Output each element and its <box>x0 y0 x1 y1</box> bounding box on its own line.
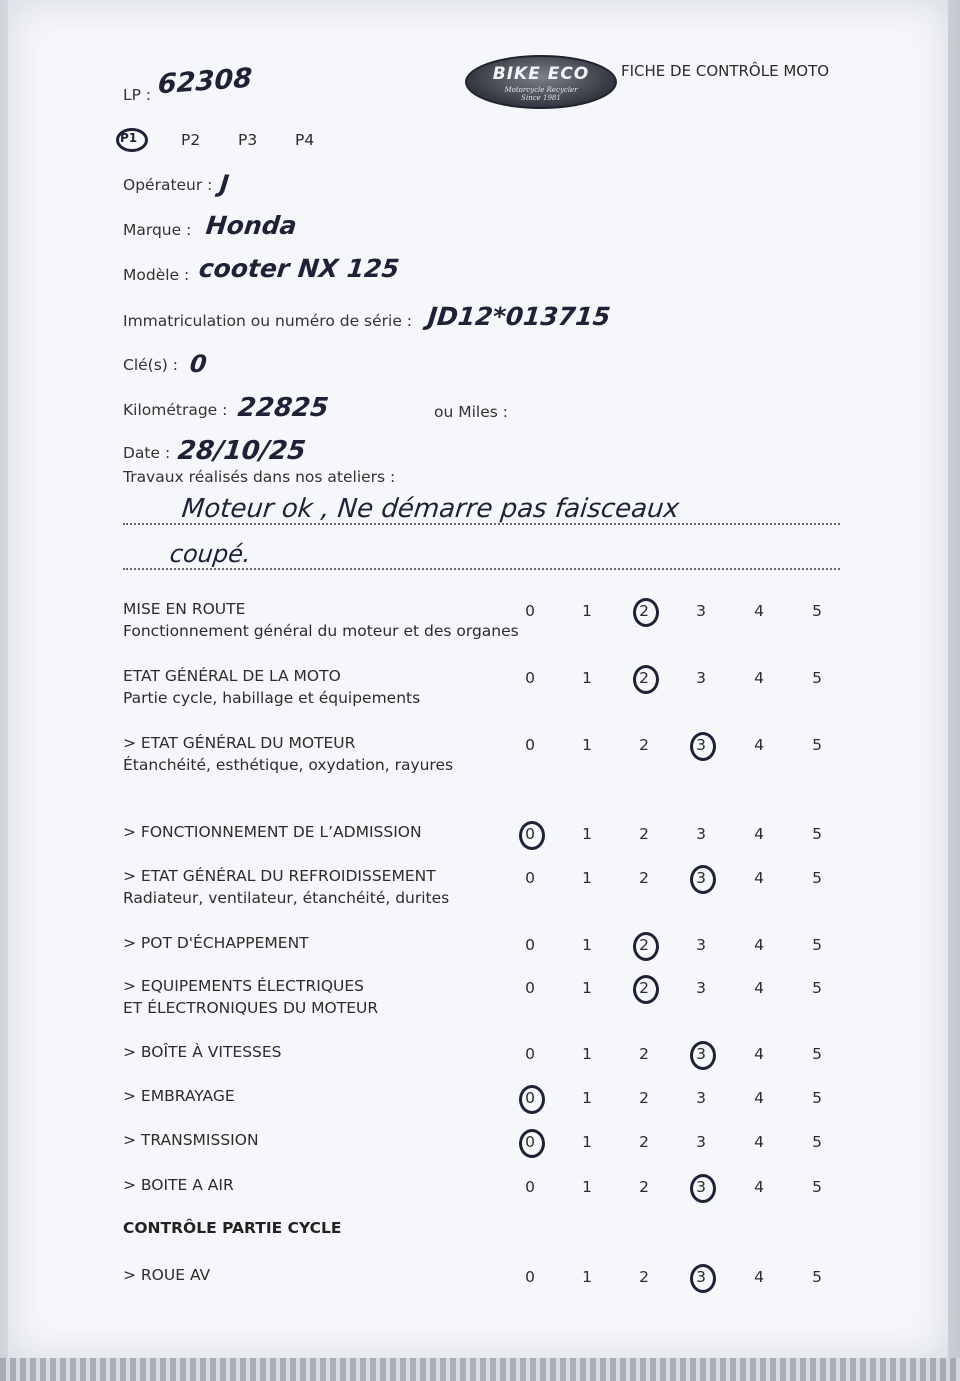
row-subtitle-2: Étanchéité, esthétique, oxydation, rayures <box>123 756 454 774</box>
row-9-score-2: 2 <box>639 1133 649 1151</box>
lp-label: LP : <box>123 86 152 104</box>
cycle-row-0-score-4: 4 <box>754 1268 764 1286</box>
row-1-score-1: 1 <box>582 669 592 687</box>
row-6-score-3: 3 <box>696 979 706 997</box>
cycle-row-0-score-3: 3 <box>686 1268 716 1286</box>
miles-label: ou Miles : <box>434 403 508 421</box>
row-2-score-0: 0 <box>525 736 535 754</box>
row-0-score-3: 3 <box>696 602 706 620</box>
row-title-9: > TRANSMISSION <box>123 1131 259 1149</box>
row-9-score-0: 0 <box>515 1133 545 1151</box>
row-10-score-1: 1 <box>582 1178 592 1196</box>
row-3-score-1: 1 <box>582 825 592 843</box>
row-8-score-2: 2 <box>639 1089 649 1107</box>
row-9-score-4: 4 <box>754 1133 764 1151</box>
row-10-score-0: 0 <box>525 1178 535 1196</box>
row-title-4: > ETAT GÉNÉRAL DU REFROIDISSEMENT <box>123 867 436 885</box>
row-1-score-2: 2 <box>629 669 659 687</box>
cycle-row-0-score-1: 1 <box>582 1268 592 1286</box>
row-7-score-1: 1 <box>582 1045 592 1063</box>
travaux-line-2: coupé. <box>168 540 253 568</box>
row-3-score-0: 0 <box>515 825 545 843</box>
cles-value: 0 <box>188 350 209 378</box>
row-8-score-4: 4 <box>754 1089 764 1107</box>
row-5-score-4: 4 <box>754 936 764 954</box>
row-title-6: > EQUIPEMENTS ÉLECTRIQUES <box>123 977 364 995</box>
row-4-score-4: 4 <box>754 869 764 887</box>
row-4-score-3: 3 <box>686 869 716 887</box>
row-6-score-5: 5 <box>812 979 822 997</box>
row-5-score-0: 0 <box>525 936 535 954</box>
row-subtitle-4: Radiateur, ventilateur, étanchéité, durites <box>123 889 450 907</box>
row-4-score-1: 1 <box>582 869 592 887</box>
row-7-score-5: 5 <box>812 1045 822 1063</box>
row-0-score-5: 5 <box>812 602 822 620</box>
bike-eco-logo <box>465 55 617 109</box>
row-5-score-1: 1 <box>582 936 592 954</box>
operateur-label: Opérateur : <box>123 176 213 194</box>
row-1-score-4: 4 <box>754 669 764 687</box>
cycle-section-title: CONTRÔLE PARTIE CYCLE <box>123 1219 342 1237</box>
immat-label: Immatriculation ou numéro de série : <box>123 312 413 330</box>
cycle-row-0-score-2: 2 <box>639 1268 649 1286</box>
row-title-1: ETAT GÉNÉRAL DE LA MOTO <box>123 667 341 685</box>
immat-value: JD12*013715 <box>426 302 612 331</box>
row-0-score-2: 2 <box>629 602 659 620</box>
travaux-dotted-line-2 <box>123 568 840 570</box>
row-title-0: MISE EN ROUTE <box>123 600 246 618</box>
row-title-5: > POT D'ÉCHAPPEMENT <box>123 934 309 952</box>
sheet-title: FICHE DE CONTRÔLE MOTO <box>621 62 830 80</box>
row-title-8: > EMBRAYAGE <box>123 1087 235 1105</box>
row-subtitle-1: Partie cycle, habillage et équipements <box>123 689 421 707</box>
row-2-score-2: 2 <box>639 736 649 754</box>
modele-value: cooter NX 125 <box>197 254 401 283</box>
logo-subtitle: Motorcycle Recycler <box>504 86 578 94</box>
row-6-score-0: 0 <box>525 979 535 997</box>
row-7-score-3: 3 <box>686 1045 716 1063</box>
row-subtitle-0: Fonctionnement général du moteur et des organes <box>123 622 519 640</box>
row-title-3: > FONCTIONNEMENT DE L’ADMISSION <box>123 823 422 841</box>
travaux-dotted-line-1 <box>123 523 840 525</box>
row-8-score-0: 0 <box>515 1089 545 1107</box>
row-2-score-1: 1 <box>582 736 592 754</box>
lp-value: 62308 <box>157 62 253 101</box>
row-5-score-3: 3 <box>696 936 706 954</box>
row-8-score-5: 5 <box>812 1089 822 1107</box>
cles-label: Clé(s) : <box>123 356 178 374</box>
row-9-score-3: 3 <box>696 1133 706 1151</box>
position-p2: P2 <box>181 131 201 149</box>
date-value: 28/10/25 <box>176 436 308 466</box>
logo-since: Since 1981 <box>521 94 561 102</box>
cycle-row-0-score-0: 0 <box>525 1268 535 1286</box>
row-title-10: > BOITE A AIR <box>123 1176 234 1194</box>
row-7-score-4: 4 <box>754 1045 764 1063</box>
row-title-2: > ETAT GÉNÉRAL DU MOTEUR <box>123 734 356 752</box>
row-10-score-2: 2 <box>639 1178 649 1196</box>
position-p1: P1 <box>120 131 138 145</box>
row-6-score-4: 4 <box>754 979 764 997</box>
position-p3: P3 <box>238 131 258 149</box>
row-2-score-3: 3 <box>686 736 716 754</box>
logo-brand: BIKE ECO <box>492 64 590 84</box>
row-2-score-5: 5 <box>812 736 822 754</box>
row-7-score-2: 2 <box>639 1045 649 1063</box>
row-4-score-5: 5 <box>812 869 822 887</box>
row-5-score-5: 5 <box>812 936 822 954</box>
row-2-score-4: 4 <box>754 736 764 754</box>
date-label: Date : <box>123 444 171 462</box>
row-title-7: > BOÎTE À VITESSES <box>123 1043 282 1061</box>
travaux-label: Travaux réalisés dans nos ateliers : <box>123 468 396 486</box>
cycle-row-0-score-5: 5 <box>812 1268 822 1286</box>
row-9-score-1: 1 <box>582 1133 592 1151</box>
km-value: 22825 <box>236 393 331 423</box>
row-10-score-3: 3 <box>686 1178 716 1196</box>
row-6-score-1: 1 <box>582 979 592 997</box>
row-8-score-3: 3 <box>696 1089 706 1107</box>
sleeve-edge <box>0 1358 960 1381</box>
row-6-score-2: 2 <box>629 979 659 997</box>
row-4-score-0: 0 <box>525 869 535 887</box>
row-7-score-0: 0 <box>525 1045 535 1063</box>
position-p4: P4 <box>295 131 315 149</box>
row-subtitle-6: ET ÉLECTRONIQUES DU MOTEUR <box>123 999 379 1017</box>
km-label: Kilométrage : <box>123 401 228 419</box>
marque-value: Honda <box>204 211 299 240</box>
row-5-score-2: 2 <box>629 936 659 954</box>
row-3-score-2: 2 <box>639 825 649 843</box>
row-10-score-4: 4 <box>754 1178 764 1196</box>
row-1-score-5: 5 <box>812 669 822 687</box>
row-1-score-0: 0 <box>525 669 535 687</box>
row-9-score-5: 5 <box>812 1133 822 1151</box>
travaux-line-1: Moteur ok , Ne démarre pas faisceaux <box>180 494 681 524</box>
row-0-score-4: 4 <box>754 602 764 620</box>
row-3-score-3: 3 <box>696 825 706 843</box>
marque-label: Marque : <box>123 221 192 239</box>
row-4-score-2: 2 <box>639 869 649 887</box>
row-3-score-5: 5 <box>812 825 822 843</box>
row-3-score-4: 4 <box>754 825 764 843</box>
row-1-score-3: 3 <box>696 669 706 687</box>
cycle-row-title-0: > ROUE AV <box>123 1266 211 1284</box>
row-0-score-1: 1 <box>582 602 592 620</box>
operateur-value: J <box>218 170 231 198</box>
row-10-score-5: 5 <box>812 1178 822 1196</box>
row-0-score-0: 0 <box>525 602 535 620</box>
modele-label: Modèle : <box>123 266 190 284</box>
row-8-score-1: 1 <box>582 1089 592 1107</box>
